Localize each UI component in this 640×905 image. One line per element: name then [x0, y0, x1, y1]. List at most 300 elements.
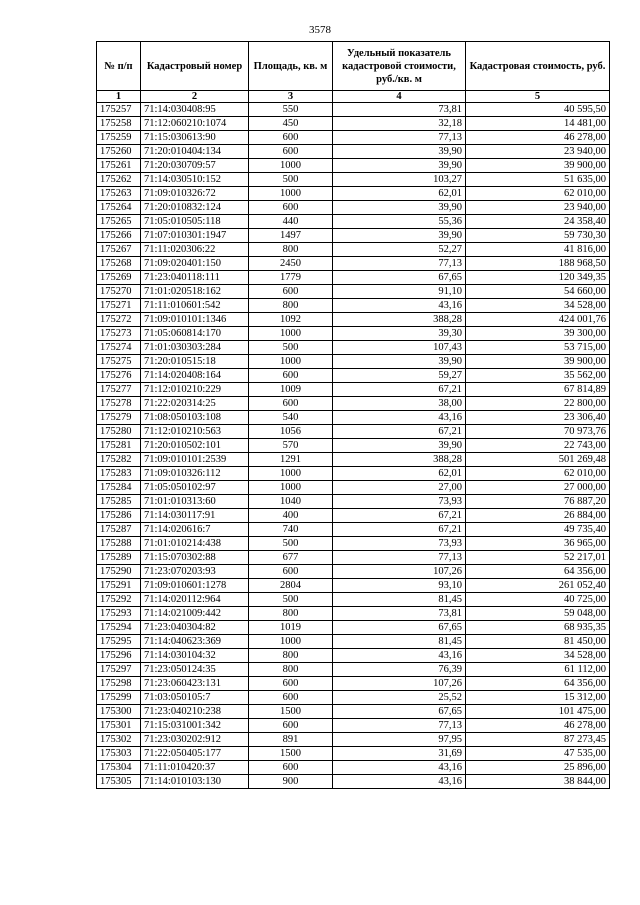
cell-area: 1040 [249, 495, 333, 509]
cell-area: 600 [249, 145, 333, 159]
cell-cadastral-number: 71:23:070203:93 [141, 565, 249, 579]
cell-cadastral-number: 71:22:020314:25 [141, 397, 249, 411]
cell-unit-value: 73,93 [333, 495, 466, 509]
cell-area: 500 [249, 341, 333, 355]
cell-row-number: 175291 [97, 579, 141, 593]
table-row [97, 593, 610, 607]
table-row [97, 649, 610, 663]
cell-row-number: 175286 [97, 509, 141, 523]
cell-unit-value: 388,28 [333, 313, 466, 327]
cell-cadastral-number: 71:14:030408:95 [141, 103, 249, 117]
cell-area: 540 [249, 411, 333, 425]
table-row [97, 621, 610, 635]
cell-row-number: 175283 [97, 467, 141, 481]
cell-row-number: 175299 [97, 691, 141, 705]
cell-cadastral-number: 71:20:010404:134 [141, 145, 249, 159]
cell-area: 1000 [249, 481, 333, 495]
cell-unit-value: 77,13 [333, 719, 466, 733]
cell-cadastral-value: 501 269,48 [466, 453, 610, 467]
cell-cadastral-number: 71:14:030510:152 [141, 173, 249, 187]
cell-row-number: 175297 [97, 663, 141, 677]
cell-area: 1000 [249, 327, 333, 341]
table-row [97, 467, 610, 481]
table-row [97, 341, 610, 355]
cell-cadastral-value: 59 048,00 [466, 607, 610, 621]
cell-cadastral-number: 71:05:060814:170 [141, 327, 249, 341]
cell-area: 600 [249, 761, 333, 775]
cell-area: 800 [249, 299, 333, 313]
cell-cadastral-value: 27 000,00 [466, 481, 610, 495]
cell-cadastral-value: 49 735,40 [466, 523, 610, 537]
cell-cadastral-value: 70 973,76 [466, 425, 610, 439]
column-number: 3 [249, 91, 333, 103]
cell-cadastral-value: 87 273,45 [466, 733, 610, 747]
cell-cadastral-value: 38 844,00 [466, 775, 610, 789]
cell-cadastral-number: 71:05:010505:118 [141, 215, 249, 229]
cell-cadastral-number: 71:14:021009:442 [141, 607, 249, 621]
cell-unit-value: 43,16 [333, 761, 466, 775]
cell-area: 900 [249, 775, 333, 789]
cell-unit-value: 39,90 [333, 159, 466, 173]
cell-area: 1000 [249, 467, 333, 481]
cell-unit-value: 62,01 [333, 467, 466, 481]
table-header [97, 42, 610, 103]
cell-cadastral-number: 71:20:010515:18 [141, 355, 249, 369]
table-row [97, 215, 610, 229]
cell-area: 740 [249, 523, 333, 537]
cell-area: 600 [249, 201, 333, 215]
cell-area: 1000 [249, 635, 333, 649]
cell-cadastral-value: 41 816,00 [466, 243, 610, 257]
cell-unit-value: 77,13 [333, 131, 466, 145]
cell-cadastral-number: 71:23:060423:131 [141, 677, 249, 691]
cell-area: 2804 [249, 579, 333, 593]
cell-cadastral-value: 25 896,00 [466, 761, 610, 775]
cell-row-number: 175270 [97, 285, 141, 299]
table-row [97, 523, 610, 537]
cell-cadastral-number: 71:22:050405:177 [141, 747, 249, 761]
cell-cadastral-value: 67 814,89 [466, 383, 610, 397]
cell-cadastral-value: 26 884,00 [466, 509, 610, 523]
cell-cadastral-number: 71:23:040210:238 [141, 705, 249, 719]
table-row [97, 285, 610, 299]
cell-row-number: 175282 [97, 453, 141, 467]
table-row [97, 509, 610, 523]
cell-row-number: 175257 [97, 103, 141, 117]
cell-row-number: 175271 [97, 299, 141, 313]
cell-area: 500 [249, 537, 333, 551]
cell-cadastral-value: 22 800,00 [466, 397, 610, 411]
page-number: 3578 [309, 24, 331, 36]
cell-unit-value: 39,90 [333, 229, 466, 243]
cell-unit-value: 81,45 [333, 635, 466, 649]
cell-cadastral-value: 261 052,40 [466, 579, 610, 593]
cell-area: 1019 [249, 621, 333, 635]
table-row [97, 201, 610, 215]
cell-row-number: 175302 [97, 733, 141, 747]
cell-row-number: 175289 [97, 551, 141, 565]
cell-row-number: 175294 [97, 621, 141, 635]
cell-cadastral-value: 35 562,00 [466, 369, 610, 383]
table-row [97, 761, 610, 775]
cell-area: 891 [249, 733, 333, 747]
cell-row-number: 175284 [97, 481, 141, 495]
cell-unit-value: 73,93 [333, 537, 466, 551]
table-row [97, 551, 610, 565]
cell-row-number: 175298 [97, 677, 141, 691]
table-row [97, 677, 610, 691]
table-row [97, 733, 610, 747]
cell-row-number: 175258 [97, 117, 141, 131]
cell-area: 1000 [249, 355, 333, 369]
table-row [97, 579, 610, 593]
cell-area: 600 [249, 285, 333, 299]
cell-cadastral-value: 46 278,00 [466, 131, 610, 145]
cell-area: 1092 [249, 313, 333, 327]
table-row [97, 159, 610, 173]
cell-unit-value: 43,16 [333, 411, 466, 425]
table-row [97, 691, 610, 705]
table-row [97, 747, 610, 761]
table-row [97, 607, 610, 621]
cell-unit-value: 388,28 [333, 453, 466, 467]
cell-cadastral-value: 188 968,50 [466, 257, 610, 271]
cell-area: 600 [249, 397, 333, 411]
cell-cadastral-number: 71:20:030709:57 [141, 159, 249, 173]
table-row [97, 327, 610, 341]
table-row [97, 145, 610, 159]
cell-cadastral-value: 76 887,20 [466, 495, 610, 509]
cell-cadastral-number: 71:11:010601:542 [141, 299, 249, 313]
cell-cadastral-value: 34 528,00 [466, 299, 610, 313]
column-number: 1 [97, 91, 141, 103]
table-row [97, 369, 610, 383]
cell-row-number: 175278 [97, 397, 141, 411]
cell-cadastral-number: 71:08:050103:108 [141, 411, 249, 425]
cadastral-value-table [96, 41, 610, 789]
cell-area: 450 [249, 117, 333, 131]
cell-area: 600 [249, 691, 333, 705]
cell-cadastral-number: 71:09:010326:112 [141, 467, 249, 481]
column-number: 2 [141, 91, 249, 103]
cell-unit-value: 27,00 [333, 481, 466, 495]
cell-row-number: 175287 [97, 523, 141, 537]
cell-area: 1291 [249, 453, 333, 467]
cell-row-number: 175296 [97, 649, 141, 663]
cell-unit-value: 39,90 [333, 145, 466, 159]
table-row [97, 355, 610, 369]
cell-row-number: 175274 [97, 341, 141, 355]
cell-unit-value: 76,39 [333, 663, 466, 677]
cell-cadastral-value: 53 715,00 [466, 341, 610, 355]
table-row [97, 383, 610, 397]
table-row [97, 103, 610, 117]
cell-cadastral-number: 71:15:070302:88 [141, 551, 249, 565]
cell-cadastral-value: 51 635,00 [466, 173, 610, 187]
cell-unit-value: 107,26 [333, 677, 466, 691]
cell-unit-value: 107,26 [333, 565, 466, 579]
cell-unit-value: 55,36 [333, 215, 466, 229]
cell-row-number: 175281 [97, 439, 141, 453]
cell-area: 2450 [249, 257, 333, 271]
cell-cadastral-number: 71:20:010832:124 [141, 201, 249, 215]
cell-row-number: 175288 [97, 537, 141, 551]
cell-area: 600 [249, 677, 333, 691]
cell-unit-value: 39,90 [333, 355, 466, 369]
cell-cadastral-number: 71:15:031001:342 [141, 719, 249, 733]
cell-cadastral-number: 71:14:010103:130 [141, 775, 249, 789]
header-area: Площадь, кв. м [249, 42, 333, 91]
cell-cadastral-value: 23 940,00 [466, 145, 610, 159]
cell-cadastral-number: 71:01:010313:60 [141, 495, 249, 509]
table-row [97, 481, 610, 495]
cell-cadastral-number: 71:15:030613:90 [141, 131, 249, 145]
cell-cadastral-number: 71:14:020408:164 [141, 369, 249, 383]
cell-cadastral-number: 71:09:010101:2539 [141, 453, 249, 467]
cell-row-number: 175304 [97, 761, 141, 775]
table-row [97, 663, 610, 677]
cell-cadastral-value: 59 730,30 [466, 229, 610, 243]
cell-cadastral-number: 71:23:050124:35 [141, 663, 249, 677]
header-row-number: № п/п [97, 42, 141, 91]
cell-cadastral-number: 71:14:030117:91 [141, 509, 249, 523]
cell-unit-value: 39,90 [333, 201, 466, 215]
cell-area: 1497 [249, 229, 333, 243]
cell-row-number: 175267 [97, 243, 141, 257]
cell-cadastral-value: 81 450,00 [466, 635, 610, 649]
cell-area: 600 [249, 369, 333, 383]
cell-cadastral-number: 71:09:010601:1278 [141, 579, 249, 593]
cell-row-number: 175261 [97, 159, 141, 173]
cell-area: 1056 [249, 425, 333, 439]
cell-row-number: 175269 [97, 271, 141, 285]
cell-cadastral-value: 24 358,40 [466, 215, 610, 229]
table-row [97, 397, 610, 411]
header-cadastral-number: Кадастровый номер [141, 42, 249, 91]
table-row [97, 439, 610, 453]
cell-area: 600 [249, 719, 333, 733]
cell-unit-value: 77,13 [333, 551, 466, 565]
cell-unit-value: 67,21 [333, 425, 466, 439]
cell-cadastral-value: 23 306,40 [466, 411, 610, 425]
cell-unit-value: 67,21 [333, 383, 466, 397]
cell-cadastral-value: 54 660,00 [466, 285, 610, 299]
table-row [97, 299, 610, 313]
table-row [97, 425, 610, 439]
cell-cadastral-number: 71:01:020518:162 [141, 285, 249, 299]
cell-area: 800 [249, 649, 333, 663]
cell-cadastral-number: 71:12:060210:1074 [141, 117, 249, 131]
table-row [97, 131, 610, 145]
cell-area: 1500 [249, 705, 333, 719]
cell-row-number: 175279 [97, 411, 141, 425]
cell-area: 1009 [249, 383, 333, 397]
cell-area: 500 [249, 593, 333, 607]
cell-cadastral-value: 68 935,35 [466, 621, 610, 635]
cell-area: 500 [249, 173, 333, 187]
cell-unit-value: 67,65 [333, 271, 466, 285]
table-row [97, 565, 610, 579]
table-row [97, 775, 610, 789]
cell-unit-value: 39,90 [333, 439, 466, 453]
cell-cadastral-value: 36 965,00 [466, 537, 610, 551]
cell-cadastral-number: 71:09:020401:150 [141, 257, 249, 271]
cell-unit-value: 91,10 [333, 285, 466, 299]
cell-unit-value: 52,27 [333, 243, 466, 257]
cell-area: 800 [249, 607, 333, 621]
cell-cadastral-number: 71:20:010502:101 [141, 439, 249, 453]
cell-cadastral-number: 71:09:010101:1346 [141, 313, 249, 327]
cell-row-number: 175276 [97, 369, 141, 383]
cell-row-number: 175300 [97, 705, 141, 719]
cell-unit-value: 39,30 [333, 327, 466, 341]
table-row [97, 243, 610, 257]
cell-unit-value: 32,18 [333, 117, 466, 131]
cell-row-number: 175301 [97, 719, 141, 733]
cell-cadastral-number: 71:01:010214:438 [141, 537, 249, 551]
cell-unit-value: 59,27 [333, 369, 466, 383]
table-row [97, 495, 610, 509]
cell-cadastral-value: 22 743,00 [466, 439, 610, 453]
header-unit-value: Удельный показатель кадастровой стоимости, руб./кв. м [333, 42, 466, 91]
cell-area: 1779 [249, 271, 333, 285]
cell-area: 800 [249, 663, 333, 677]
table-row [97, 411, 610, 425]
cell-area: 400 [249, 509, 333, 523]
cell-cadastral-value: 47 535,00 [466, 747, 610, 761]
cell-unit-value: 38,00 [333, 397, 466, 411]
cell-cadastral-number: 71:01:030303:284 [141, 341, 249, 355]
cell-cadastral-value: 61 112,00 [466, 663, 610, 677]
cell-cadastral-value: 64 356,00 [466, 677, 610, 691]
table-row [97, 173, 610, 187]
cell-unit-value: 73,81 [333, 607, 466, 621]
cell-row-number: 175263 [97, 187, 141, 201]
cell-cadastral-value: 39 900,00 [466, 355, 610, 369]
cell-unit-value: 43,16 [333, 649, 466, 663]
cell-row-number: 175280 [97, 425, 141, 439]
cell-unit-value: 77,13 [333, 257, 466, 271]
table-row [97, 705, 610, 719]
cell-cadastral-number: 71:03:050105:7 [141, 691, 249, 705]
cell-cadastral-number: 71:07:010301:1947 [141, 229, 249, 243]
cell-area: 570 [249, 439, 333, 453]
cell-row-number: 175273 [97, 327, 141, 341]
table-body [97, 103, 610, 789]
cell-cadastral-value: 120 349,35 [466, 271, 610, 285]
cell-row-number: 175295 [97, 635, 141, 649]
cell-unit-value: 67,21 [333, 509, 466, 523]
cell-cadastral-number: 71:09:010326:72 [141, 187, 249, 201]
cell-cadastral-value: 39 300,00 [466, 327, 610, 341]
cell-unit-value: 67,65 [333, 621, 466, 635]
cell-cadastral-number: 71:23:030202:912 [141, 733, 249, 747]
cell-unit-value: 107,43 [333, 341, 466, 355]
cell-row-number: 175259 [97, 131, 141, 145]
cell-cadastral-value: 46 278,00 [466, 719, 610, 733]
cell-row-number: 175264 [97, 201, 141, 215]
cell-cadastral-value: 101 475,00 [466, 705, 610, 719]
cell-unit-value: 62,01 [333, 187, 466, 201]
cell-cadastral-value: 64 356,00 [466, 565, 610, 579]
cell-area: 800 [249, 243, 333, 257]
table-row [97, 117, 610, 131]
table-row [97, 257, 610, 271]
table-row [97, 537, 610, 551]
cell-cadastral-value: 424 001,76 [466, 313, 610, 327]
table-row [97, 271, 610, 285]
cell-area: 677 [249, 551, 333, 565]
header-cadastral-value: Кадастровая стоимость, руб. [466, 42, 610, 91]
cell-unit-value: 103,27 [333, 173, 466, 187]
table-row [97, 719, 610, 733]
cell-cadastral-number: 71:14:020112:964 [141, 593, 249, 607]
cell-area: 1500 [249, 747, 333, 761]
cell-cadastral-value: 14 481,00 [466, 117, 610, 131]
cell-unit-value: 43,16 [333, 775, 466, 789]
cell-cadastral-number: 71:14:030104:32 [141, 649, 249, 663]
cell-cadastral-value: 15 312,00 [466, 691, 610, 705]
cell-cadastral-value: 39 900,00 [466, 159, 610, 173]
cell-area: 600 [249, 565, 333, 579]
cell-area: 550 [249, 103, 333, 117]
cell-row-number: 175266 [97, 229, 141, 243]
cell-unit-value: 73,81 [333, 103, 466, 117]
cell-cadastral-number: 71:23:040118:111 [141, 271, 249, 285]
cell-unit-value: 67,21 [333, 523, 466, 537]
cell-cadastral-number: 71:14:040623:369 [141, 635, 249, 649]
table-row [97, 635, 610, 649]
cell-row-number: 175305 [97, 775, 141, 789]
column-number: 5 [466, 91, 610, 103]
table-row [97, 229, 610, 243]
cell-cadastral-number: 71:11:010420:37 [141, 761, 249, 775]
cell-cadastral-number: 71:12:010210:563 [141, 425, 249, 439]
cell-cadastral-value: 52 217,01 [466, 551, 610, 565]
cell-unit-value: 81,45 [333, 593, 466, 607]
cell-area: 1000 [249, 187, 333, 201]
cell-row-number: 175293 [97, 607, 141, 621]
cell-row-number: 175260 [97, 145, 141, 159]
cell-cadastral-value: 62 010,00 [466, 467, 610, 481]
cell-cadastral-value: 34 528,00 [466, 649, 610, 663]
cell-area: 600 [249, 131, 333, 145]
cell-area: 1000 [249, 159, 333, 173]
cell-cadastral-number: 71:23:040304:82 [141, 621, 249, 635]
cell-unit-value: 43,16 [333, 299, 466, 313]
table-row [97, 187, 610, 201]
cell-unit-value: 25,52 [333, 691, 466, 705]
cell-cadastral-number: 71:11:020306:22 [141, 243, 249, 257]
cell-unit-value: 97,95 [333, 733, 466, 747]
cell-cadastral-number: 71:14:020616:7 [141, 523, 249, 537]
cell-row-number: 175275 [97, 355, 141, 369]
table-row [97, 313, 610, 327]
cell-cadastral-value: 23 940,00 [466, 201, 610, 215]
cell-cadastral-value: 40 595,50 [466, 103, 610, 117]
table-row [97, 453, 610, 467]
cell-row-number: 175285 [97, 495, 141, 509]
cell-row-number: 175262 [97, 173, 141, 187]
cell-area: 440 [249, 215, 333, 229]
cell-row-number: 175303 [97, 747, 141, 761]
cell-cadastral-value: 62 010,00 [466, 187, 610, 201]
cell-cadastral-number: 71:05:050102:97 [141, 481, 249, 495]
cell-cadastral-number: 71:12:010210:229 [141, 383, 249, 397]
cell-row-number: 175292 [97, 593, 141, 607]
cell-row-number: 175268 [97, 257, 141, 271]
cell-row-number: 175290 [97, 565, 141, 579]
